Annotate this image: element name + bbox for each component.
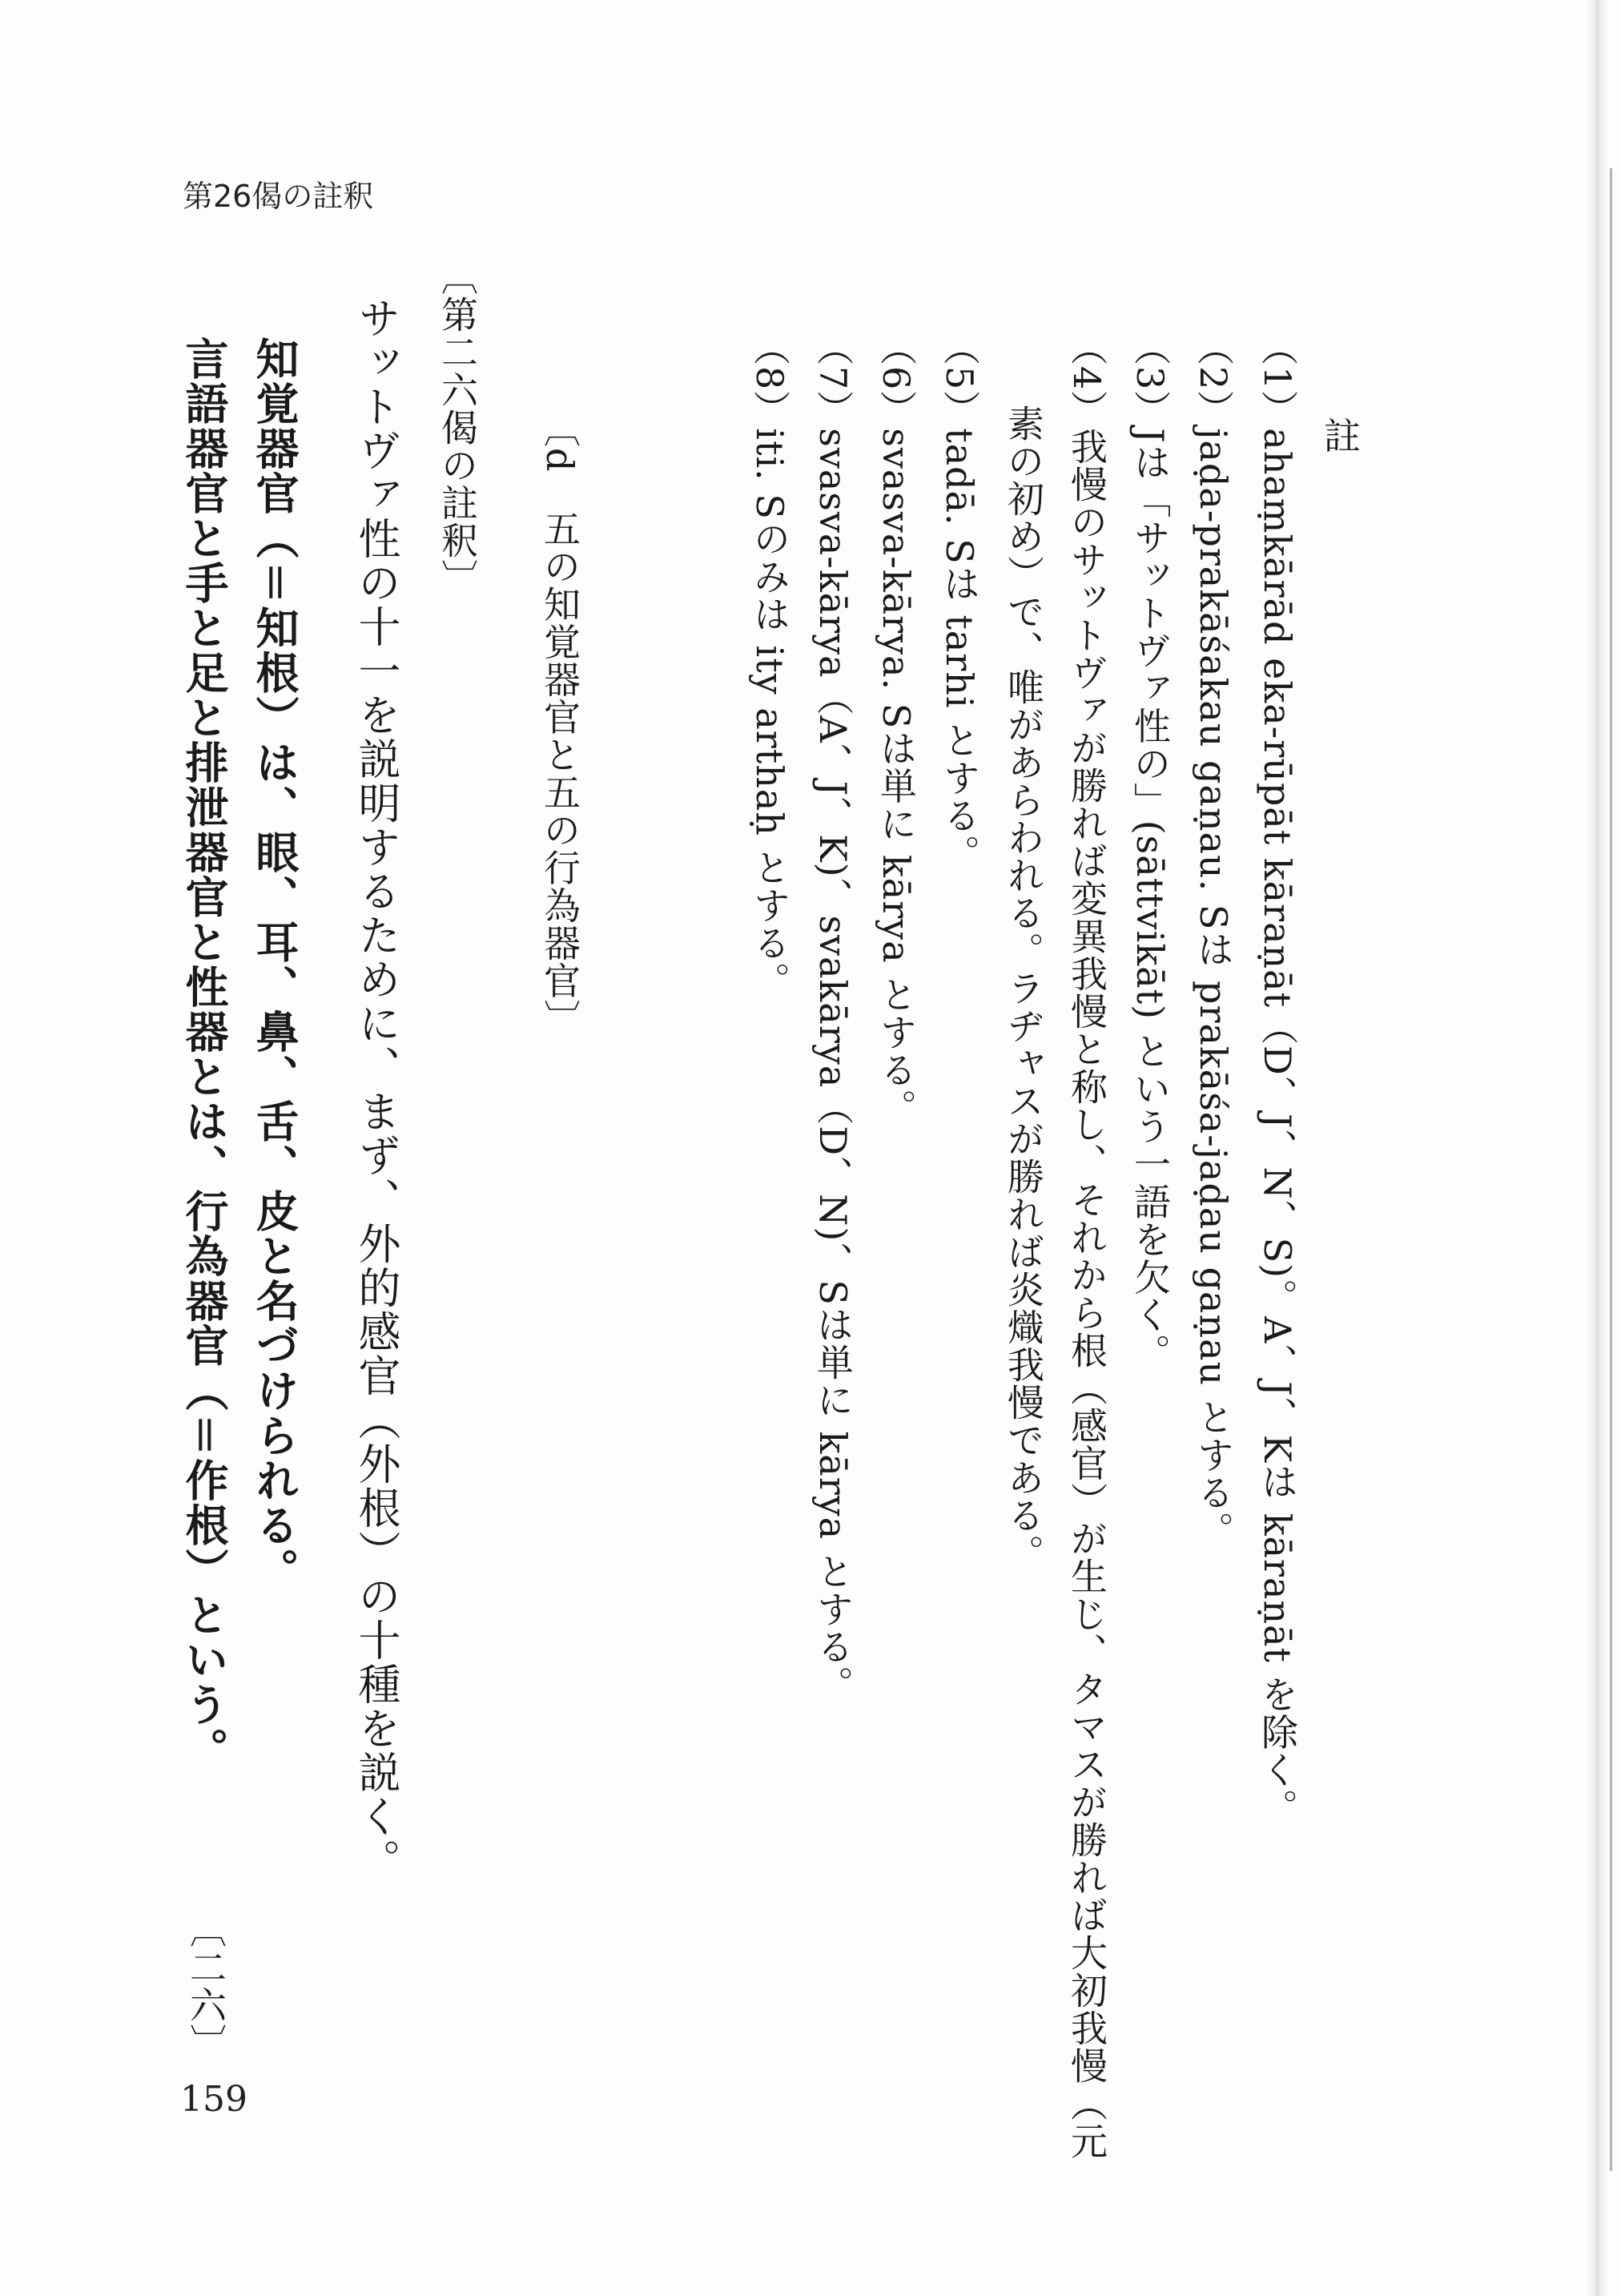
scan-edge-line [1610,168,1612,2171]
note-2: （2）jaḍa-prakāśakau gaṇau. Sは prakāśa-jaḍau gaṇau とする。 [1192,328,1235,1549]
section-heading: 〔d 五の知覚器官と五の行為器官〕 [538,410,581,1037]
note-7: （7）svasva-kārya（A、J、K)、svakārya（D、N)、Sは単に kārya とする。 [811,328,855,1703]
note-8: （8）iti. Sのみは ity arthaḥ とする。 [748,328,791,1000]
note-3: （3）Jは「サットヴァ性の」(sāttvikāt) という一語を欠く。 [1128,328,1172,1372]
commentary-line-3: 言語器官と手と足と排泄器官と性器とは、行為器官（＝作根）という。 [179,336,230,1772]
note-6: （6）svasva-kārya. Sは単に kārya とする。 [875,328,918,1127]
scan-binding-shadow [1584,0,1608,2296]
verse-heading: 〔第二六偈の註釈〕 [436,258,479,597]
commentary-line-1: サットヴァ性の十一を説明するために、まず、外的感官（外根）の十種を説く。 [352,296,400,1883]
commentary-line-2: 知覚器官（＝知根）は、眼、耳、鼻、舌、皮と名づけられる。 [249,336,300,1593]
page-number: 159 [180,2079,247,2120]
notes-heading: 註 [1318,417,1362,454]
running-header: 第26偈の註釈 [183,179,374,214]
note-4-continued: 素の初め）で、唯があらわれる。ラヂャスが勝れば炎熾我慢である。 [1002,405,1045,1572]
note-4: （4）我慢のサットヴァが勝れば変異我慢と称し、それから根（感官）が生じ、タマスが勝れば大初我慢（元 [1065,328,1108,2161]
note-5: （5）tadā. Sは tarhi とする。 [938,328,981,872]
verse-number-label: 〔二六〕 [184,1911,227,2061]
note-1: （1）ahaṃkārād eka-rūpāt kāraṇāt（D、J、N、S)。A、J、Kは kāraṇāt を除く。 [1256,328,1299,1827]
